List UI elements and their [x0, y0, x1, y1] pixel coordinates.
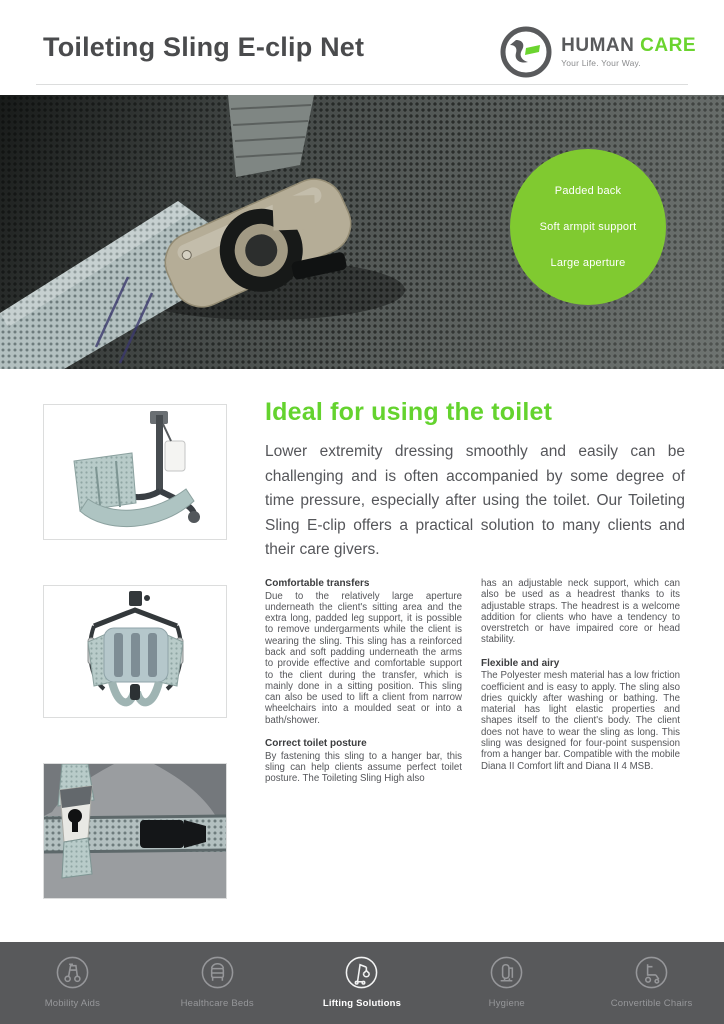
- article-column-left: [265, 578, 462, 784]
- product-photo-sling-front-view: [43, 585, 227, 718]
- footer-item-hygiene: [434, 942, 579, 1009]
- callout-armpit-support: Soft armpit support: [539, 221, 637, 233]
- intro-paragraph: Lower extremity dressing smoothly and easily can be challenging and is often accompanied by some degree of time pressure, especially after using the toilet. Our Toileting Sling E-clip offers a practical solution to many clients and their care givers.: [265, 443, 685, 558]
- footer-label: Lifting Solutions: [322, 998, 402, 1009]
- article-body: has an adjustable neck support, which can also be used as a headrest thanks to its adjustable straps. The headrest is a welcome addition for clients who have a tendency to overstretch or have impaired core or head stability.: [481, 578, 680, 646]
- brand-tagline: Your Life. Your Way.: [561, 58, 641, 68]
- callout-padded-back: Padded back: [554, 185, 622, 197]
- rollator-icon: [55, 955, 90, 990]
- footer-label: Healthcare Beds: [180, 998, 254, 1009]
- hygiene-commode-icon: [489, 955, 524, 990]
- footer-item-convertible-chairs: [579, 942, 724, 1009]
- article-heading: Comfortable transfers: [265, 578, 370, 589]
- hero-photo: [0, 95, 724, 369]
- product-photo-belt-closeup: [43, 763, 227, 899]
- brand-care: CARE: [640, 35, 696, 56]
- brand-name: [561, 36, 696, 55]
- article-body: By fastening this sling to a hanger bar, this sling can help clients assume perfect toilet posture. The Toileting Sling High also: [265, 750, 462, 785]
- article-comfortable-transfers: [265, 578, 462, 726]
- intro-heading: Ideal for using the toilet: [265, 398, 553, 426]
- page-title: Toileting Sling E-clip Net: [43, 32, 365, 62]
- article-flexible-and-airy: [481, 658, 680, 772]
- intro-section: [265, 398, 685, 563]
- callout-large-aperture: Large aperture: [550, 257, 626, 269]
- product-photo-sling-side-view: [43, 404, 227, 540]
- footer-label: Convertible Chairs: [610, 998, 693, 1009]
- article-heading: Correct toilet posture: [265, 738, 367, 750]
- article-body: The Polyester mesh material has a low friction coefficient and is easy to apply. The sling also dries quickly after washing or bathing. The material has light elastic properties and shapes itself to the client's body. The client does not have to wear the sling as long. This sling was designed for four-point suspension from a hanger bar. Compatible with the mobile Diana II Comfort lift and Diana II 4 MSB.: [481, 670, 680, 772]
- patient-lift-icon: [344, 955, 379, 990]
- footer-label: Hygiene: [488, 998, 525, 1009]
- article-heading: Flexible and airy: [481, 657, 560, 669]
- category-footer-bar: [0, 942, 724, 1024]
- brand-human: HUMAN: [561, 35, 635, 56]
- humancare-logo: [500, 26, 696, 78]
- article-body: Due to the relatively large aperture underneath the client's sitting area and the extra long, padded leg support, it is possible to remove undergarments while the client is wearing the sling. This sling has a reinforced back and soft padding underneath the arms to provide effective and comfortable support to the client during the transfer, which is mainly done in a sitting position. This sling can also be used to lift a client from narrow wheelchairs into a moulded seat or into a bath/shower.: [265, 590, 462, 726]
- convertible-chair-icon: [634, 955, 669, 990]
- healthcare-bed-icon: [200, 955, 235, 990]
- article-column-right: [481, 578, 680, 772]
- article-correct-toilet-posture: [265, 738, 462, 784]
- footer-item-healthcare-beds: [145, 942, 290, 1009]
- footer-item-lifting-solutions: [290, 942, 435, 1009]
- article-continuation: [481, 578, 680, 646]
- footer-item-mobility-aids: [0, 942, 145, 1009]
- header-divider: [36, 84, 688, 85]
- feature-callout-circle: [510, 149, 666, 305]
- humancare-logo-mark-icon: [500, 26, 552, 78]
- footer-label: Mobility Aids: [44, 998, 101, 1009]
